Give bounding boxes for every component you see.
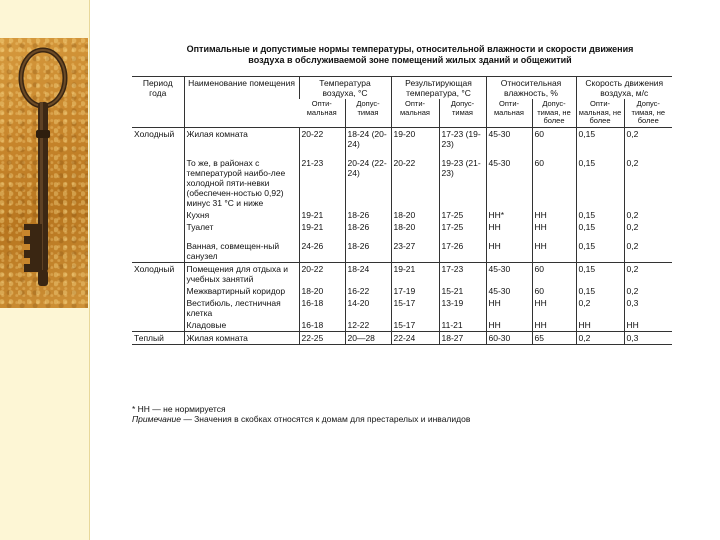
cell-value: 18-27 [439,331,486,344]
cell-value: НН [576,319,624,332]
cell-value: 0,2 [624,233,672,263]
cell-value: НН [532,233,576,263]
cell-value: 12-22 [345,319,391,332]
cell-value: 13-19 [439,297,486,319]
note [132,414,672,424]
cell-value: 0,2 [624,262,672,285]
subheader: Допус-тимая [345,99,391,127]
header-result-temp: Результирующая температура, °С [391,77,486,100]
cell-value: 14-20 [345,297,391,319]
table-row [132,233,672,263]
cell-value: 21-23 [299,150,345,209]
table-body [132,127,672,344]
cell-period [132,150,184,209]
cell-value: 17-23 [439,262,486,285]
cell-value: 0,2 [624,150,672,209]
cell-value: 22-25 [299,331,345,344]
cell-value: 16-22 [345,285,391,297]
cell-value: 20-22 [299,262,345,285]
cell-value: 16-18 [299,319,345,332]
cell-value: 0,15 [576,233,624,263]
cell-value: 18-20 [299,285,345,297]
cell-value: 0,2 [624,209,672,221]
cell-value: 0,2 [576,297,624,319]
cell-period: Холодный [132,127,184,150]
subheader: Допус-тимая, не более [624,99,672,127]
cell-value: 15-17 [391,297,439,319]
title-line-1: Оптимальные и допустимые нормы температуры, относительной влажности и скорости движения [186,44,634,54]
table-row [132,221,672,233]
cell-value: 20-24 (22-24) [345,150,391,209]
table-row [132,297,672,319]
cell-value: 60 [532,127,576,150]
cell-room: Ванная, совмещен-ный санузел [184,233,299,263]
header-period: Период года [132,77,184,128]
cell-value: 45-30 [486,150,532,209]
cell-period [132,285,184,297]
header-room: Наименование помещения [184,77,299,128]
cell-value: 23-27 [391,233,439,263]
cell-value: НН [532,319,576,332]
cell-value: НН [486,319,532,332]
cell-room: То же, в районах с температурой наибо-лее холодной пяти-невки (обеспечен-ностью 0,92) минус 31 °С и ниже [184,150,299,209]
cell-value: НН [486,221,532,233]
cell-room: Жилая комната [184,331,299,344]
header-humidity: Относительная влажность, % [486,77,576,100]
table-row [132,331,672,344]
cell-value: 18-26 [345,209,391,221]
subheader: Допус-тимая, не более [532,99,576,127]
cell-value: НН [486,233,532,263]
cell-room: Туалет [184,221,299,233]
title-line-2: воздуха в обслуживаемой зоне помещений жилых зданий и общежитий [248,55,572,65]
table-row [132,285,672,297]
table-row [132,209,672,221]
cell-value: 17-26 [439,233,486,263]
cell-value: 19-20 [391,127,439,150]
cell-room: Помещения для отдыха и учебных занятий [184,262,299,285]
cell-value: 0,15 [576,127,624,150]
cell-value: 19-23 (21-23) [439,150,486,209]
cell-value: НН* [486,209,532,221]
cell-value: 22-24 [391,331,439,344]
cell-value: НН [532,209,576,221]
cell-value: 18-26 [345,233,391,263]
cell-value: 18-20 [391,209,439,221]
cell-period: Теплый [132,331,184,344]
subheader: Опти-мальная, не более [576,99,624,127]
cell-value: 45-30 [486,127,532,150]
key-photo [0,38,88,308]
cell-period [132,297,184,319]
cell-period [132,209,184,221]
notes [132,404,672,424]
cell-value: 0,2 [624,285,672,297]
cell-value: 65 [532,331,576,344]
norms-table [132,76,672,345]
cell-value: 19-21 [299,221,345,233]
cell-value: 19-21 [299,209,345,221]
cell-value: 17-23 (19-23) [439,127,486,150]
cell-value: 20-22 [391,150,439,209]
cell-value: НН [532,297,576,319]
cell-value: 20—28 [345,331,391,344]
cell-value: НН [532,221,576,233]
cell-value: 0,3 [624,297,672,319]
table-row [132,319,672,332]
subheader: Опти-мальная [299,99,345,127]
cell-value: 16-18 [299,297,345,319]
cell-value: 60-30 [486,331,532,344]
cell-value: 60 [532,262,576,285]
cell-value: 0,2 [624,127,672,150]
cell-value: 18-26 [345,221,391,233]
header-speed: Скорость движения воздуха, м/с [576,77,672,100]
table-row [132,262,672,285]
cell-value: 45-30 [486,285,532,297]
left-divider [89,0,90,540]
cell-value: 0,2 [576,331,624,344]
table-title [130,44,690,66]
note-text: — Значения в скобках относятся к домам для престарелых и инвалидов [180,414,471,424]
subheader: Опти-мальная [486,99,532,127]
cell-value: 60 [532,150,576,209]
subheader: Опти-мальная [391,99,439,127]
cell-value: 24-26 [299,233,345,263]
cell-period: Холодный [132,262,184,285]
cell-value: 19-21 [391,262,439,285]
cell-room: Межквартирный коридор [184,285,299,297]
header-air-temp: Температура воздуха, °С [299,77,391,100]
cell-room: Вестибюль, лестничная клетка [184,297,299,319]
key-icon [0,38,88,308]
cell-value: 18-20 [391,221,439,233]
cell-value: 15-21 [439,285,486,297]
cell-value: 45-30 [486,262,532,285]
cell-value: 20-22 [299,127,345,150]
cell-value: 17-25 [439,209,486,221]
cell-value: 0,15 [576,262,624,285]
cell-value: 0,15 [576,150,624,209]
cell-value: 0,15 [576,221,624,233]
cell-value: 17-19 [391,285,439,297]
table-row [132,150,672,209]
cell-value: 0,2 [624,221,672,233]
cell-value: 60 [532,285,576,297]
cell-value: 18-24 (20-24) [345,127,391,150]
cell-value: НН [624,319,672,332]
note-label: Примечание [132,414,181,424]
cell-period [132,319,184,332]
cell-period [132,233,184,263]
cell-value: НН [486,297,532,319]
cell-value: 15-17 [391,319,439,332]
cell-room: Кладовые [184,319,299,332]
footnote: * НН — не нормируется [132,404,226,414]
cell-value: 18-24 [345,262,391,285]
cell-room: Кухня [184,209,299,221]
cell-value: 0,3 [624,331,672,344]
cell-room: Жилая комната [184,127,299,150]
cell-value: 17-25 [439,221,486,233]
cell-value: 0,15 [576,285,624,297]
table-row [132,127,672,150]
cell-value: 0,15 [576,209,624,221]
cell-period [132,221,184,233]
subheader: Допус-тимая [439,99,486,127]
cell-value: 11-21 [439,319,486,332]
